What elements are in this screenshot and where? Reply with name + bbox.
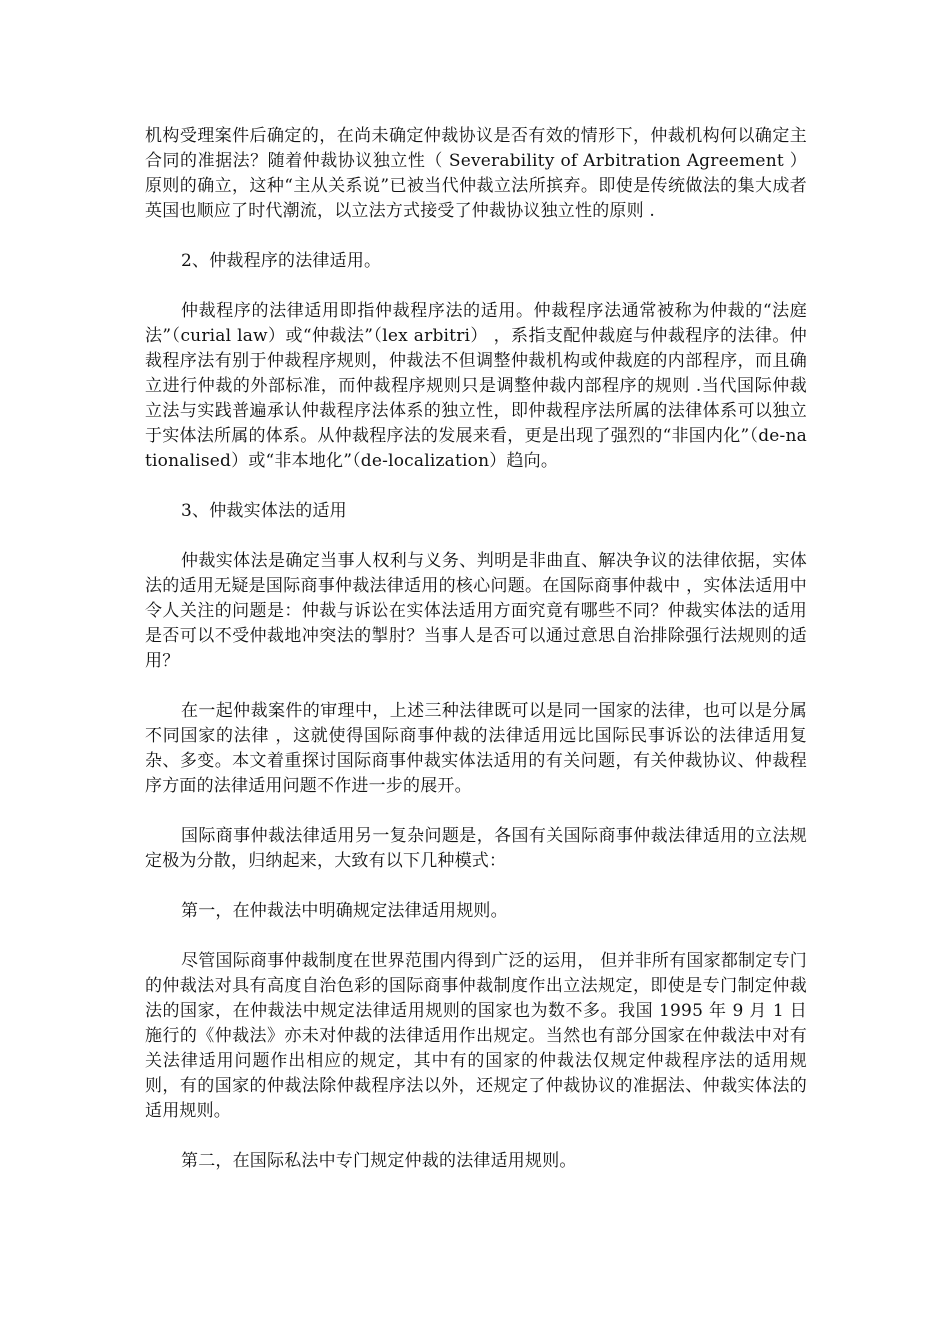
model-heading-second: 第二，在国际私法中专门规定仲裁的法律适用规则。 (181, 1151, 577, 1171)
section-heading-procedure-law: 2、仲裁程序的法律适用。 (181, 251, 382, 271)
paragraph-procedure-law: 仲裁程序的法律适用即指仲裁程序法的适用。仲裁程序法通常被称为仲裁的“法庭法”（curial law）或“仲裁法”（lex arbitri） ，系指支配仲裁庭与仲裁程序的法律。仲裁程序法有别于仲裁程序规则，仲裁法不但调整仲裁机构或仲裁庭的内部程序，而且确立进行仲裁的外部标准，而仲裁程序规则只是调整仲裁内部程序的规则 .当代国际仲裁立法与实践普遍承认仲裁程序法体系的独立性，即仲裁程序法所属的法律体系可以独立于实体法所属的体系。从仲裁程序法的发展来看，更是出现了强烈的“非国内化”（de-nationalised）或“非本地化”（de-localization）趋向。 (145, 301, 807, 471)
paragraph-substantive-law: 仲裁实体法是确定当事人权利与义务、判明是非曲直、解决争议的法律依据，实体法的适用无疑是国际商事仲裁法律适用的核心问题。在国际商事仲裁中 ，实体法适用中令人关注的问题是：仲裁与诉讼在实体法适用方面究竟有哪些不同？仲裁实体法的适用是否可以不受仲裁地冲突法的掣肘？当事人是否可以通过意思自治排除强行法规则的适用？ (145, 551, 807, 671)
paragraph-arbitration-act: 尽管国际商事仲裁制度在世界范围内得到广泛的运用， 但并非所有国家都制定专门的仲裁法对具有高度自治色彩的国际商事仲裁制度作出立法规定，即使是专门制定仲裁法的国家，在仲裁法中规定法律适用规则的国家也为数不多。我国 1995 年 9 月 1 日施行的《仲裁法》亦未对仲裁的法律适用作出规定。当然也有部分国家在仲裁法中对有关法律适用问题作出相应的规定，其中有的国家的仲裁法仅规定仲裁程序法的适用规则，有的国家的仲裁法除仲裁程序法以外，还规定了仲裁协议的准据法、仲裁实体法的适用规则。 (145, 951, 807, 1121)
paragraph-legislative-models: 国际商事仲裁法律适用另一复杂问题是，各国有关国际商事仲裁法律适用的立法规定极为分散，归纳起来，大致有以下几种模式： (145, 826, 807, 871)
document-body (145, 124, 807, 1174)
section-heading-substantive-law: 3、仲裁实体法的适用 (181, 501, 347, 521)
paragraph-continuation: 机构受理案件后确定的，在尚未确定仲裁协议是否有效的情形下，仲裁机构何以确定主合同的准据法？随着仲裁协议独立性（ Severability of Arbitration Agreement ）原则的确立，这种“主从关系说”已被当代仲裁立法所摈弃。即使是传统做法的集大成者英国也顺应了时代潮流，以立法方式接受了仲裁协议独立性的原则 . (145, 126, 807, 221)
model-heading-first: 第一，在仲裁法中明确规定法律适用规则。 (181, 901, 508, 921)
paragraph-three-laws: 在一起仲裁案件的审理中，上述三种法律既可以是同一国家的法律，也可以是分属不同国家的法律 ，这就使得国际商事仲裁的法律适用远比国际民事诉讼的法律适用复杂、多变。本文着重探讨国际商事仲裁实体法适用的有关问题，有关仲裁协议、仲裁程序方面的法律适用问题不作进一步的展开。 (145, 701, 807, 796)
